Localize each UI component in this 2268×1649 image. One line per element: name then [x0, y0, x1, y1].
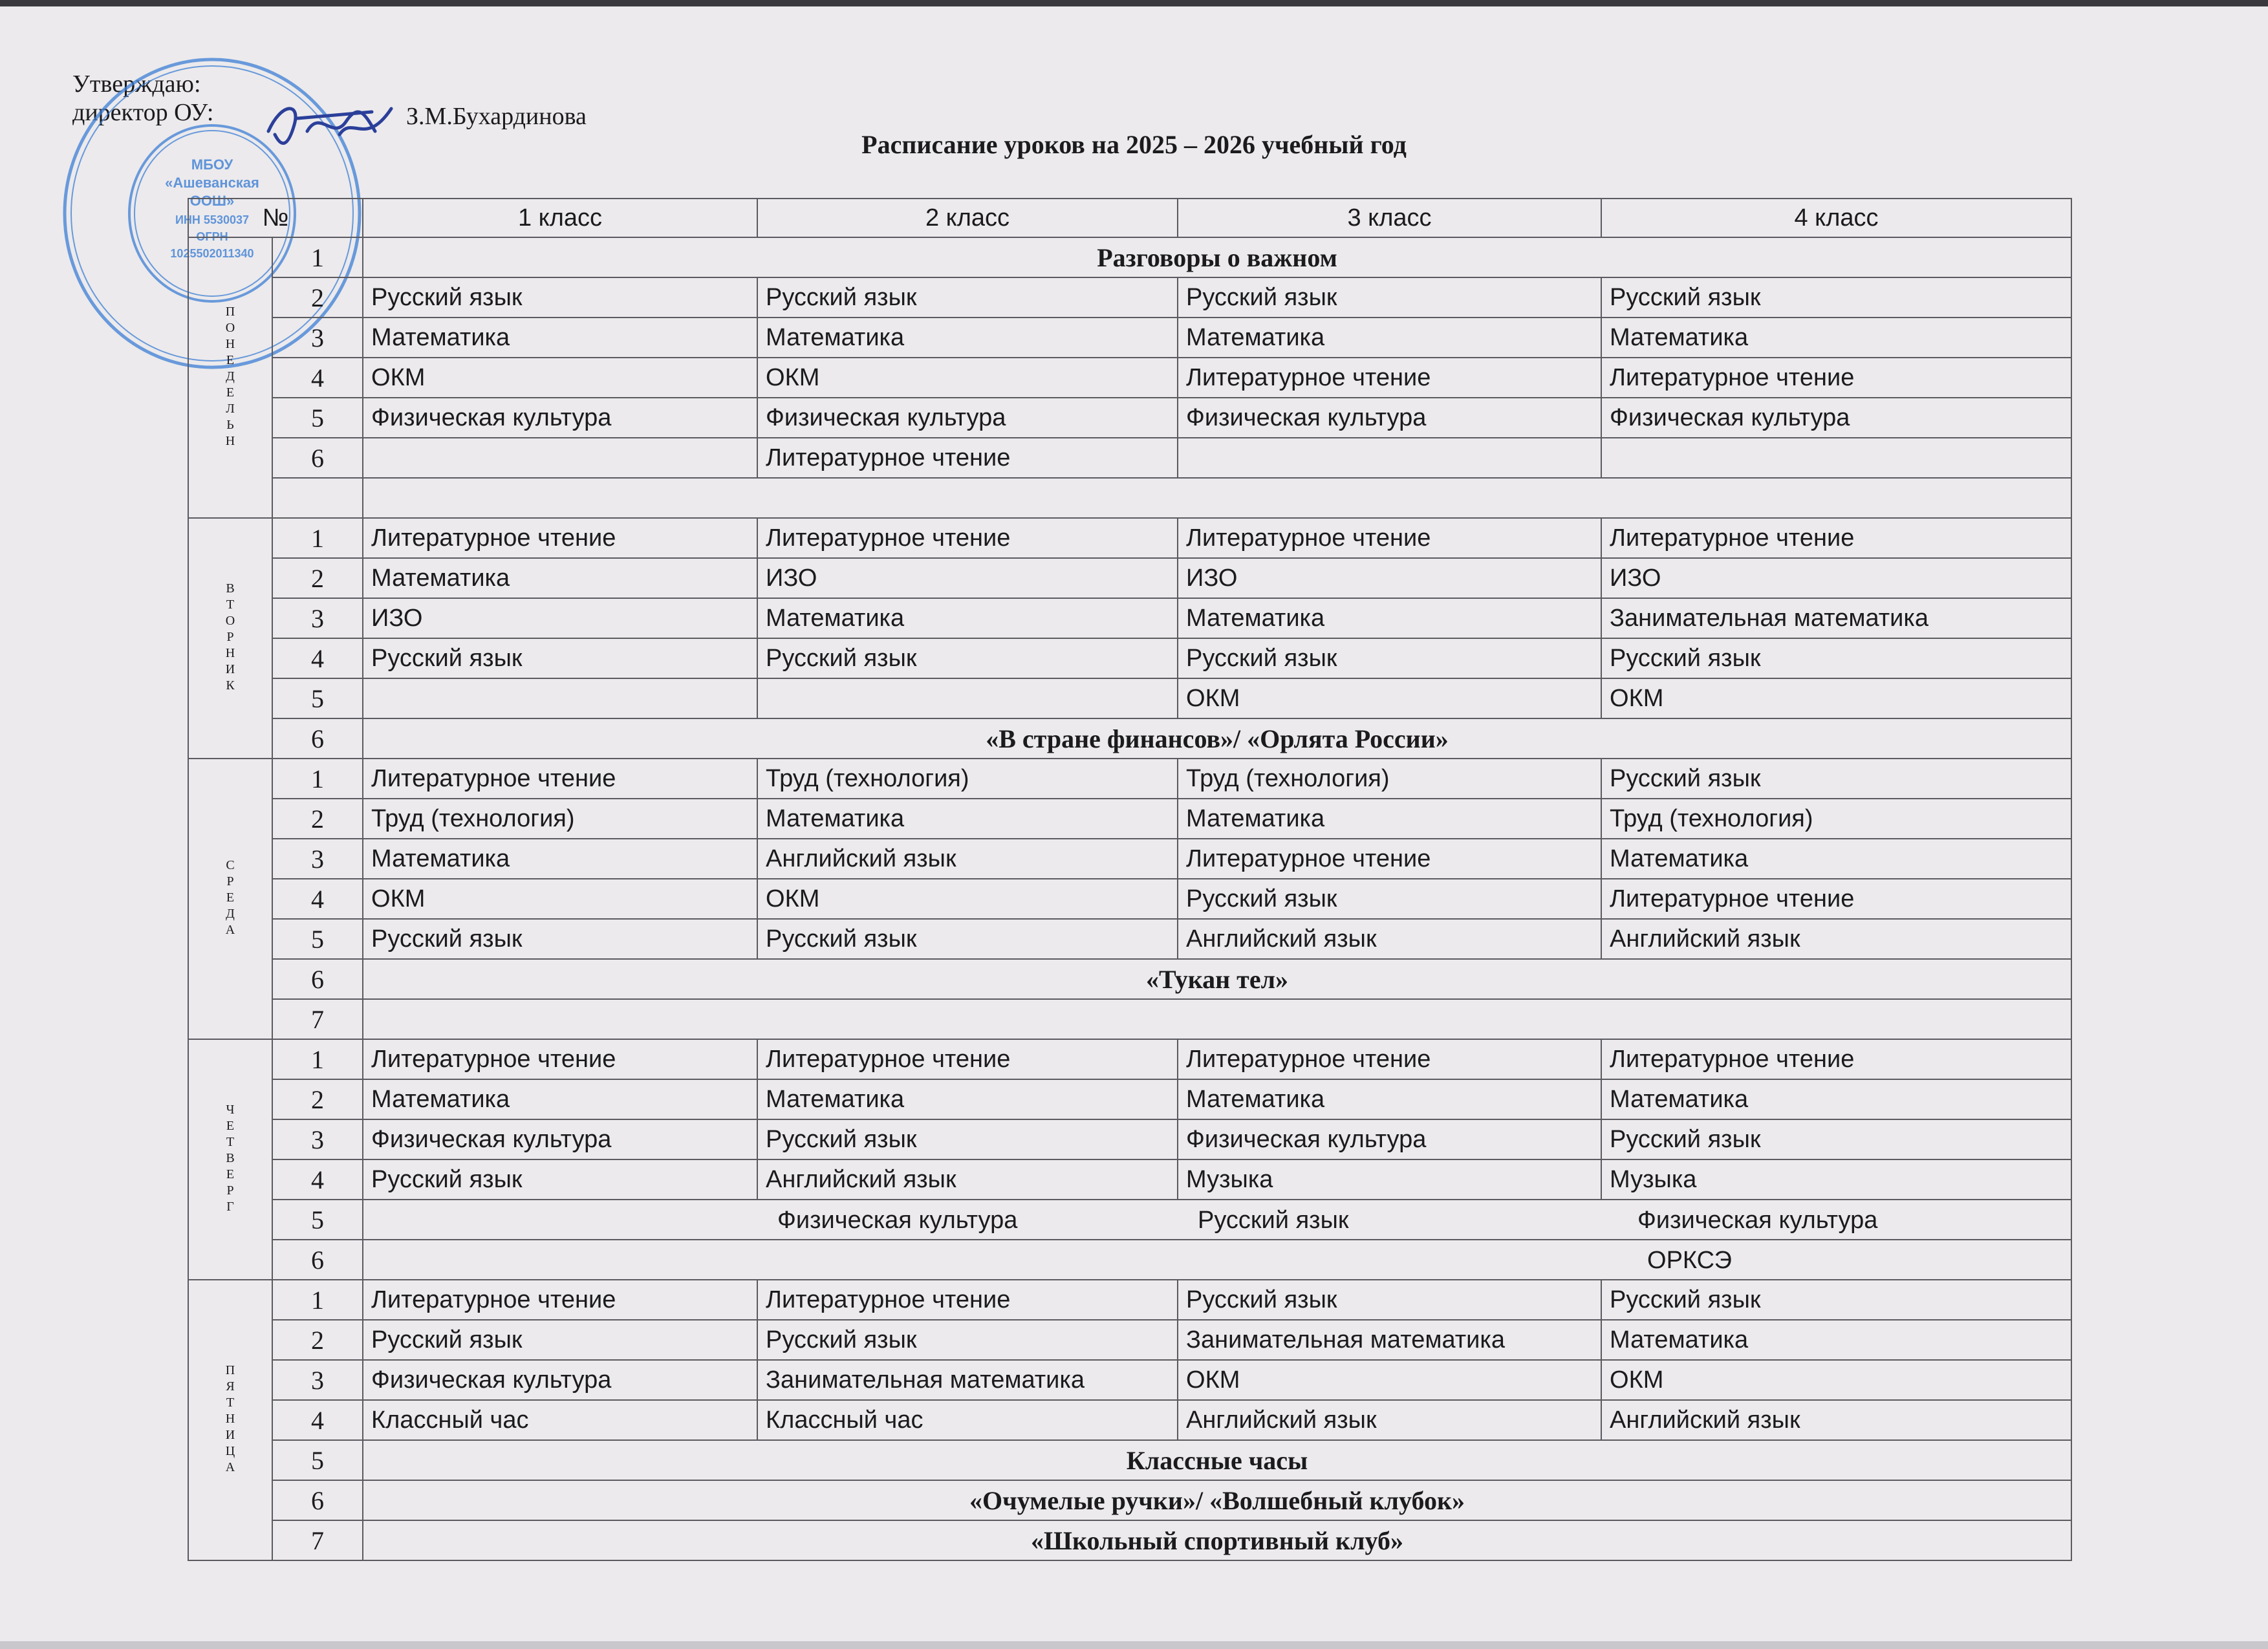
- stamp-line-1: МБОУ: [191, 156, 233, 173]
- lesson-cell-class-2: Математика: [757, 598, 1178, 638]
- lesson-cell-class-1: Русский язык: [363, 1320, 757, 1360]
- lesson-cell-class-2: Литературное чтение: [757, 1039, 1178, 1079]
- lesson-cell-class-1: Математика: [363, 839, 757, 879]
- stamp-line-5: ОГРН: [196, 230, 228, 243]
- lesson-number: 2: [272, 277, 363, 318]
- lesson-cell-class-2: Литературное чтение: [757, 518, 1178, 558]
- lesson-cell-class-3: Литературное чтение: [1178, 1039, 1601, 1079]
- lesson-cell-class-4: ОКМ: [1601, 1360, 2071, 1400]
- lesson-number: 6: [272, 438, 363, 478]
- lesson-cell-class-4: Русский язык: [1601, 277, 2071, 318]
- lesson-cell-class-2: Литературное чтение: [757, 1280, 1178, 1320]
- lesson-cell-class-4: Литературное чтение: [1601, 879, 2071, 919]
- lesson-cell-class-1: Физическая культура: [363, 1360, 757, 1400]
- lesson-cell-class-3: Русский язык: [1178, 638, 1601, 678]
- activity-span-row: «Школьный спортивный клуб»: [363, 1520, 2071, 1560]
- lesson-cell-class-3: Литературное чтение: [1178, 839, 1601, 879]
- lesson-number: 6: [272, 1480, 363, 1520]
- lesson-cell-class-2: [757, 678, 1178, 718]
- lesson-cell-class-1: Математика: [363, 318, 757, 358]
- lesson-cell-class-2: ОКМ: [757, 358, 1178, 398]
- activity-span-row: Разговоры о важном: [363, 237, 2071, 277]
- lesson-cell-class-4: Математика: [1601, 1320, 2071, 1360]
- class-header-1: 1 класс: [363, 199, 757, 237]
- stamp-line-3: ООШ»: [189, 193, 235, 209]
- day-label-text: ВТОРНИК: [225, 581, 235, 693]
- table-row: [188, 1520, 2071, 1560]
- lesson-number: 5: [272, 1200, 363, 1240]
- merged-lesson-cell: [363, 1200, 2071, 1240]
- lesson-number: 6: [272, 959, 363, 999]
- day-label-text: ПОНЕДЕЛЬН: [225, 305, 235, 448]
- lesson-cell-class-2: Русский язык: [757, 638, 1178, 678]
- table-row: [188, 438, 2071, 478]
- lesson-cell-class-1: Труд (технология): [363, 799, 757, 839]
- lesson-cell-class-4: Русский язык: [1601, 759, 2071, 799]
- activity-span-row: «В стране финансов»/ «Орлята России»: [363, 718, 2071, 759]
- lesson-number: 5: [272, 678, 363, 718]
- lesson-cell-class-3: ИЗО: [1178, 558, 1601, 598]
- table-row: [188, 799, 2071, 839]
- activity-span-row: Классные часы: [363, 1440, 2071, 1480]
- table-row: [188, 718, 2071, 759]
- day-label: [188, 1280, 272, 1560]
- table-row: [188, 1240, 2071, 1280]
- lesson-cell-class-4: Математика: [1601, 318, 2071, 358]
- table-row: [188, 398, 2071, 438]
- lesson-cell-class-1: Русский язык: [363, 277, 757, 318]
- lesson-cell-class-3: Физическая культура: [1178, 398, 1601, 438]
- schedule-table: [188, 198, 2072, 1561]
- table-row: [188, 237, 2071, 277]
- lesson-cell-class-4: Литературное чтение: [1601, 358, 2071, 398]
- table-row: [188, 1079, 2071, 1119]
- activity-span-row: [363, 478, 2071, 518]
- day-label: [188, 1039, 272, 1280]
- lesson-number: 5: [272, 398, 363, 438]
- lesson-cell-class-2: Занимательная математика: [757, 1360, 1178, 1400]
- activity-span-row: [363, 999, 2071, 1039]
- lesson-number: 3: [272, 839, 363, 879]
- lesson-cell-class-3: Английский язык: [1178, 1400, 1601, 1440]
- lesson-cell-class-3: Русский язык: [1178, 277, 1601, 318]
- lesson-cell-class-1: Математика: [363, 558, 757, 598]
- lesson-cell-class-3: Английский язык: [1178, 919, 1601, 959]
- day-label-text: ПЯТНИЦА: [225, 1363, 235, 1474]
- table-row: [188, 839, 2071, 879]
- lesson-cell-class-1: Русский язык: [363, 919, 757, 959]
- lesson-cell-class-3: Русский язык: [1178, 1280, 1601, 1320]
- table-row: [188, 558, 2071, 598]
- merged-lesson-text: Физическая культура: [1637, 1207, 1878, 1234]
- lesson-cell-class-3: ОКМ: [1178, 1360, 1601, 1400]
- lesson-cell-class-4: ОКМ: [1601, 678, 2071, 718]
- lesson-cell-class-1: ОКМ: [363, 358, 757, 398]
- stamp-line-6: 1025502011340: [170, 247, 254, 260]
- lesson-cell-class-4: Английский язык: [1601, 1400, 2071, 1440]
- lesson-cell-class-4: Литературное чтение: [1601, 1039, 2071, 1079]
- table-row: [188, 638, 2071, 678]
- merged-lesson-text: Физическая культура: [777, 1207, 1018, 1234]
- table-row: [188, 358, 2071, 398]
- lesson-number: 2: [272, 1320, 363, 1360]
- table-row: [188, 879, 2071, 919]
- lesson-cell-class-1: [363, 678, 757, 718]
- lesson-cell-class-3: Русский язык: [1178, 879, 1601, 919]
- lesson-cell-class-2: Русский язык: [757, 1119, 1178, 1159]
- lesson-cell-class-1: Физическая культура: [363, 1119, 757, 1159]
- lesson-cell-class-4: Занимательная математика: [1601, 598, 2071, 638]
- lesson-cell-class-1: Русский язык: [363, 638, 757, 678]
- day-label-text: СРЕДА: [225, 858, 235, 937]
- lesson-number: 1: [272, 1039, 363, 1079]
- lesson-cell-class-3: Математика: [1178, 598, 1601, 638]
- merged-lesson-text: Русский язык: [1198, 1207, 1349, 1234]
- lesson-number: 1: [272, 518, 363, 558]
- lesson-cell-class-4: Литературное чтение: [1601, 518, 2071, 558]
- lesson-cell-class-3: Музыка: [1178, 1159, 1601, 1200]
- approve-line-2: директор ОУ:: [72, 99, 214, 126]
- lesson-number: 6: [272, 718, 363, 759]
- lesson-number: 5: [272, 1440, 363, 1480]
- lesson-cell-class-1: Русский язык: [363, 1159, 757, 1200]
- schedule-table-wrap: [188, 198, 2072, 1561]
- header-row: [188, 199, 2071, 237]
- lesson-cell-class-1: Классный час: [363, 1400, 757, 1440]
- table-row: [188, 478, 2071, 518]
- table-row: [188, 1119, 2071, 1159]
- table-row: [188, 678, 2071, 718]
- table-row: [188, 1280, 2071, 1320]
- lesson-cell-class-3: Физическая культура: [1178, 1119, 1601, 1159]
- lesson-cell-class-2: Русский язык: [757, 1320, 1178, 1360]
- lesson-cell-class-4: Английский язык: [1601, 919, 2071, 959]
- lesson-number: 3: [272, 598, 363, 638]
- stamp-line-4: ИНН 5530037: [175, 213, 250, 226]
- table-row: [188, 1360, 2071, 1400]
- class-header-2: 2 класс: [757, 199, 1178, 237]
- table-row: [188, 277, 2071, 318]
- lesson-cell-class-1: Физическая культура: [363, 398, 757, 438]
- lesson-cell-class-2: Литературное чтение: [757, 438, 1178, 478]
- activity-span-row: «Тукан тел»: [363, 959, 2071, 999]
- lesson-cell-class-1: Литературное чтение: [363, 759, 757, 799]
- lesson-cell-class-4: Труд (технология): [1601, 799, 2071, 839]
- lesson-number: 3: [272, 318, 363, 358]
- table-row: [188, 1320, 2071, 1360]
- lesson-cell-class-4: Русский язык: [1601, 638, 2071, 678]
- lesson-cell-class-2: Физическая культура: [757, 398, 1178, 438]
- scan-edge-bottom: [0, 1641, 2268, 1649]
- schedule-body: [188, 237, 2071, 1560]
- lesson-cell-class-4: Математика: [1601, 1079, 2071, 1119]
- day-label: [188, 237, 272, 518]
- table-row: [188, 1159, 2071, 1200]
- lesson-cell-class-1: Литературное чтение: [363, 518, 757, 558]
- lesson-cell-class-2: Английский язык: [757, 1159, 1178, 1200]
- lesson-cell-class-4: [1601, 438, 2071, 478]
- lesson-cell-class-3: [1178, 438, 1601, 478]
- day-label-text: ЧЕТВЕРГ: [226, 1103, 235, 1214]
- lesson-cell-class-2: Математика: [757, 1079, 1178, 1119]
- lesson-number: 2: [272, 799, 363, 839]
- lesson-cell-class-1: Литературное чтение: [363, 1280, 757, 1320]
- lesson-cell-class-2: Английский язык: [757, 839, 1178, 879]
- lesson-number: 7: [272, 999, 363, 1039]
- lesson-cell-class-2: Русский язык: [757, 919, 1178, 959]
- table-row: [188, 1400, 2071, 1440]
- lesson-cell-class-4: Русский язык: [1601, 1280, 2071, 1320]
- lesson-cell-class-4: Русский язык: [1601, 1119, 2071, 1159]
- lesson-cell-class-4: Музыка: [1601, 1159, 2071, 1200]
- stamp-line-2: «Ашеванская: [165, 175, 259, 191]
- lesson-cell-class-4: Физическая культура: [1601, 398, 2071, 438]
- lesson-cell-class-3: Литературное чтение: [1178, 518, 1601, 558]
- lesson-number: 1: [272, 237, 363, 277]
- lesson-cell-class-3: Литературное чтение: [1178, 358, 1601, 398]
- merged-lesson-cell: [363, 1240, 2071, 1280]
- table-row: [188, 1200, 2071, 1240]
- table-row: [188, 1480, 2071, 1520]
- director-name: З.М.Бухардинова: [406, 103, 587, 130]
- lesson-cell-class-2: Труд (технология): [757, 759, 1178, 799]
- lesson-number: 2: [272, 558, 363, 598]
- lesson-number: 3: [272, 1360, 363, 1400]
- day-label: [188, 518, 272, 759]
- lesson-number: 4: [272, 1159, 363, 1200]
- day-label: [188, 759, 272, 1039]
- lesson-cell-class-3: Математика: [1178, 1079, 1601, 1119]
- approve-line-1: Утверждаю:: [72, 70, 201, 98]
- lesson-number: 4: [272, 1400, 363, 1440]
- document-title: Расписание уроков на 2025 – 2026 учебный год: [861, 130, 1407, 159]
- lesson-number: [272, 478, 363, 518]
- table-row: [188, 518, 2071, 558]
- table-row: [188, 759, 2071, 799]
- lesson-number: 1: [272, 759, 363, 799]
- lesson-cell-class-4: ИЗО: [1601, 558, 2071, 598]
- scan-edge-top: [0, 0, 2268, 6]
- lesson-cell-class-1: Литературное чтение: [363, 1039, 757, 1079]
- lesson-cell-class-3: Математика: [1178, 318, 1601, 358]
- lesson-number: 7: [272, 1520, 363, 1560]
- table-row: [188, 959, 2071, 999]
- lesson-number: 4: [272, 638, 363, 678]
- lesson-number: 1: [272, 1280, 363, 1320]
- lesson-cell-class-3: Труд (технология): [1178, 759, 1601, 799]
- lesson-cell-class-2: Математика: [757, 318, 1178, 358]
- class-header-4: 4 класс: [1601, 199, 2071, 237]
- lesson-cell-class-2: ОКМ: [757, 879, 1178, 919]
- activity-span-row: «Очумелые ручки»/ «Волшебный клубок»: [363, 1480, 2071, 1520]
- lesson-cell-class-1: ОКМ: [363, 879, 757, 919]
- number-header: №: [188, 199, 363, 237]
- lesson-number: 2: [272, 1079, 363, 1119]
- class-header-3: 3 класс: [1178, 199, 1601, 237]
- lesson-number: 5: [272, 919, 363, 959]
- table-row: [188, 1440, 2071, 1480]
- lesson-cell-class-4: Математика: [1601, 839, 2071, 879]
- lesson-cell-class-2: Русский язык: [757, 277, 1178, 318]
- lesson-cell-class-2: ИЗО: [757, 558, 1178, 598]
- table-row: [188, 318, 2071, 358]
- lesson-cell-class-3: ОКМ: [1178, 678, 1601, 718]
- lesson-cell-class-3: Математика: [1178, 799, 1601, 839]
- lesson-cell-class-1: ИЗО: [363, 598, 757, 638]
- lesson-cell-class-3: Занимательная математика: [1178, 1320, 1601, 1360]
- lesson-cell-class-1: Математика: [363, 1079, 757, 1119]
- table-row: [188, 1039, 2071, 1079]
- lesson-number: 3: [272, 1119, 363, 1159]
- lesson-cell-class-2: Классный час: [757, 1400, 1178, 1440]
- table-row: [188, 999, 2071, 1039]
- merged-lesson-text: ОРКСЭ: [1647, 1247, 1732, 1274]
- lesson-cell-class-1: [363, 438, 757, 478]
- lesson-cell-class-2: Математика: [757, 799, 1178, 839]
- table-row: [188, 598, 2071, 638]
- lesson-number: 4: [272, 358, 363, 398]
- table-row: [188, 919, 2071, 959]
- lesson-number: 6: [272, 1240, 363, 1280]
- lesson-number: 4: [272, 879, 363, 919]
